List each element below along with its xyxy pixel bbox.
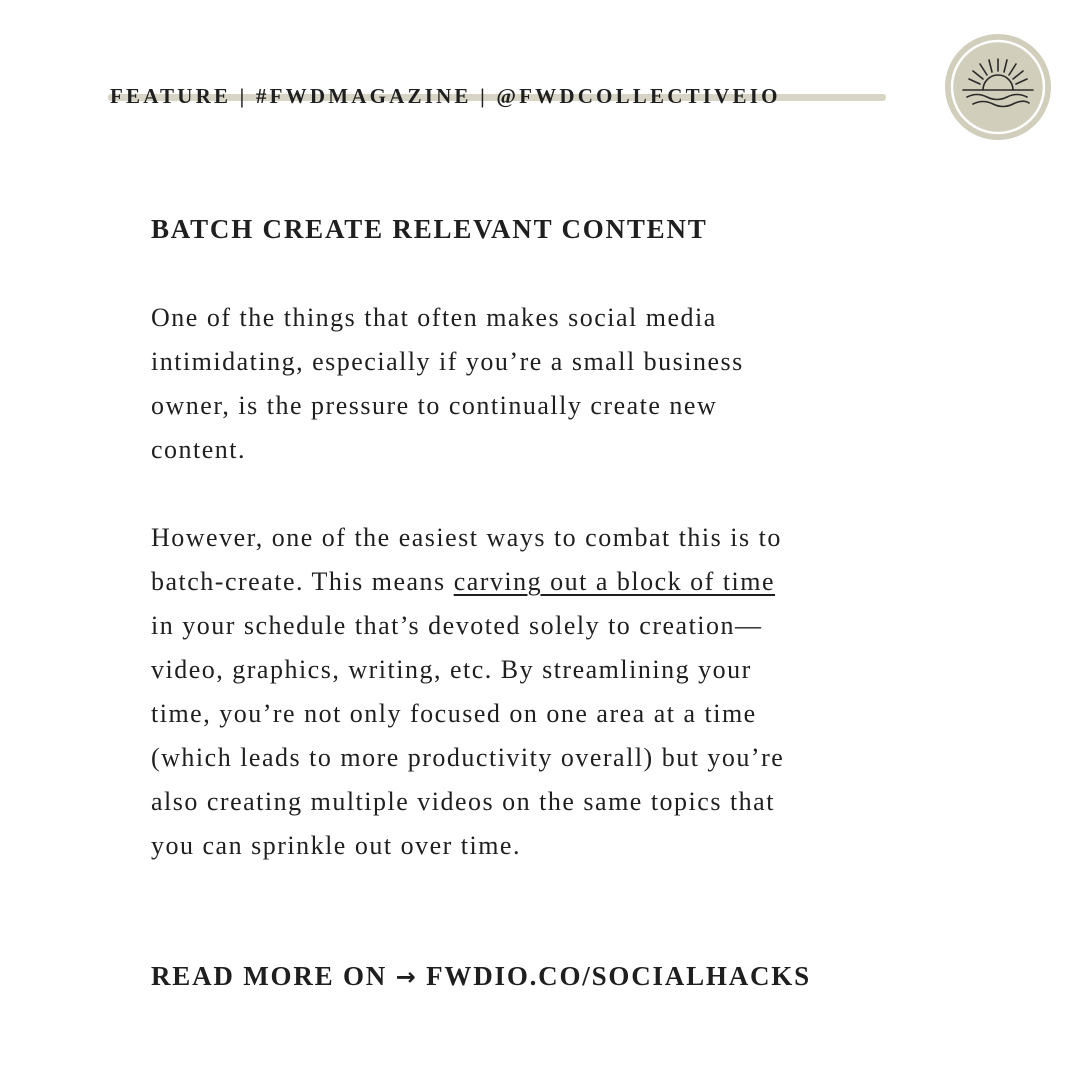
paragraph-line: in your schedule that’s devoted solely to creation—	[151, 611, 763, 640]
read-more-cta[interactable]	[151, 958, 811, 995]
paragraph-line: (which leads to more productivity overall) but you’re	[151, 743, 785, 772]
arrow-right-icon: →	[395, 963, 418, 991]
paragraph-line: content.	[151, 435, 247, 464]
carving-out-time-link[interactable]: carving out a block of time	[453, 567, 776, 596]
paragraph-line: also creating multiple videos on the same topics that	[151, 787, 775, 816]
paragraph-line	[151, 560, 981, 604]
brand-logo	[943, 32, 1053, 142]
paragraph-line: However, one of the easiest ways to combat this is to	[151, 523, 782, 552]
header-text: FEATURE | #FWDMAGAZINE | @FWDCOLLECTIVEIO	[110, 84, 781, 108]
cta-prefix: READ MORE ON	[151, 961, 396, 991]
paragraph-line: intimidating, especially if you’re a small business	[151, 347, 744, 376]
header-tagline	[110, 82, 890, 112]
cta-url: FWDIO.CO/SOCIALHACKS	[417, 961, 811, 991]
paragraph-line: owner, is the pressure to continually create new	[151, 391, 718, 420]
paragraph-line: One of the things that often makes social media	[151, 303, 717, 332]
paragraph-line: you can sprinkle out over time.	[151, 831, 521, 860]
paragraph-text: batch-create. This means	[151, 567, 454, 596]
paragraph-line: time, you’re not only focused on one area at a time	[151, 699, 757, 728]
paragraph-intro	[151, 296, 981, 472]
paragraph-line: video, graphics, writing, etc. By streamlining your	[151, 655, 752, 684]
paragraph-batch-create	[151, 516, 981, 868]
section-title: BATCH CREATE RELEVANT CONTENT	[151, 214, 708, 244]
sun-over-waves-icon	[943, 32, 1053, 142]
